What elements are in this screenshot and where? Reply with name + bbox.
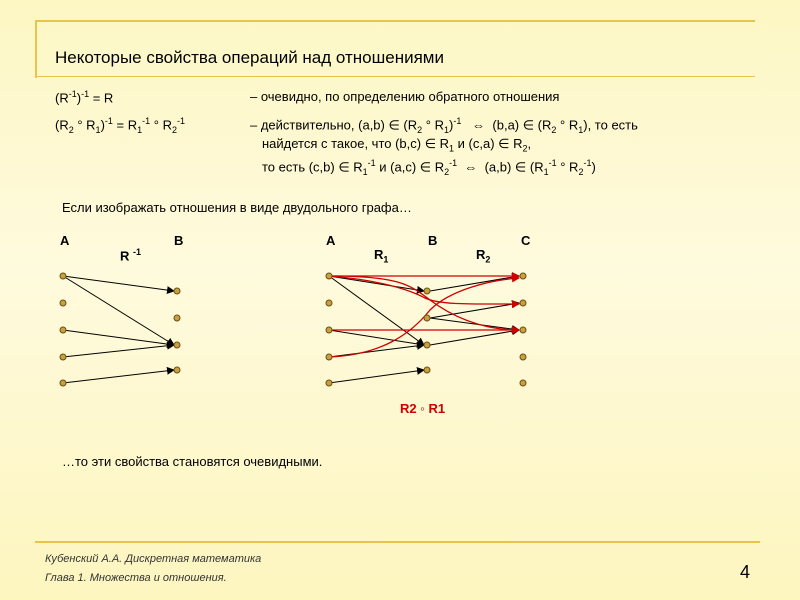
composition-edge	[329, 276, 519, 330]
graph2-label-c: C	[521, 233, 531, 248]
closing-remark: …то эти свойства становятся очевидными.	[62, 454, 323, 469]
graph2-r2-edge	[430, 276, 519, 291]
property-2-comment-line2: найдется с такое, что (b,c) ∈ $R_1$ и (c,a) ∈ $R_2$,	[262, 136, 532, 154]
graph1-node-a	[60, 354, 66, 360]
graph2-node-b	[424, 367, 430, 373]
graph2-node-c	[520, 327, 526, 333]
property-1-comment: – очевидно, по определению обратного отношения	[250, 89, 560, 104]
page-number: 4	[740, 562, 751, 582]
graph2-node-a	[326, 380, 332, 386]
graph1-node-b	[174, 315, 180, 321]
graph2-label-a: A	[326, 233, 336, 248]
graph1-node-a	[60, 327, 66, 333]
graph2-r2-label: $R_2$	[476, 247, 491, 265]
graph2-node-c	[520, 354, 526, 360]
graph1-node-b	[174, 342, 180, 348]
graph2-r2-edge	[430, 330, 519, 345]
graph2-node-b	[424, 342, 430, 348]
graph1-label-a: A	[60, 233, 70, 248]
graph2-r2-edge	[430, 318, 519, 330]
graph1-edge	[63, 276, 174, 345]
footer-author: Кубенский А.А. Дискретная математика	[45, 553, 262, 565]
graph2-r2-edge	[430, 303, 519, 318]
graph1-edge	[63, 345, 174, 357]
graph1-nodes	[60, 273, 180, 386]
graph2-node-a	[326, 300, 332, 306]
graph1-node-b	[174, 288, 180, 294]
property-2-formula: ($R_2$ ° $R_1)^{-1} = R_1^{-1}$ ° $R_2^{-1}$	[55, 116, 186, 135]
graph1-relation-label: R $^{-1}$	[120, 247, 142, 264]
graph-caption: Если изображать отношения в виде двудольного графа…	[62, 200, 412, 215]
graph1-edges	[63, 276, 174, 383]
graph2-r1-edge	[329, 345, 424, 357]
property-2-comment-line3: то есть (c,b) ∈ $R_1^{-1}$ и (a,c) ∈ $R_2^{-1}$ ⇔ (a,b) ∈ ($R_1^{-1}$ ° $R_2^{-1}$)	[262, 158, 596, 177]
graph2-node-c	[520, 300, 526, 306]
graph2-node-a	[326, 354, 332, 360]
graph1-node-a	[60, 273, 66, 279]
composition-label: R2 ◦ R1	[400, 401, 446, 416]
graph2-r1-label: $R_1$	[374, 247, 389, 265]
slide-title: Некоторые свойства операций над отношениями	[55, 48, 444, 67]
property-1-formula: $(R^{-1})^{-1} = R$	[55, 89, 114, 106]
graph1-edge	[63, 276, 174, 291]
graph1-node-b	[174, 367, 180, 373]
footer-chapter: Глава 1. Множества и отношения.	[45, 572, 227, 584]
graph2-node-b	[424, 315, 430, 321]
graph2-node-a	[326, 273, 332, 279]
graph2-node-c	[520, 273, 526, 279]
property-2-comment-line1: – действительно, (a,b) ∈ ($R_2$ ° $R_1)^{-1}$ ⇔ (b,a) ∈ ($R_2$ ° $R_1$), то есть	[250, 116, 638, 135]
graph1-node-a	[60, 380, 66, 386]
graph2-node-c	[520, 380, 526, 386]
graph1-node-a	[60, 300, 66, 306]
graph2-r1-edge	[329, 370, 424, 383]
graph2-r1-edge	[329, 330, 424, 345]
graph2-node-b	[424, 288, 430, 294]
graph1-edge	[63, 370, 174, 383]
graph1-label-b: B	[174, 233, 184, 248]
graph2-label-b: B	[428, 233, 438, 248]
graph1-edge	[63, 330, 174, 345]
graph2-node-a	[326, 327, 332, 333]
